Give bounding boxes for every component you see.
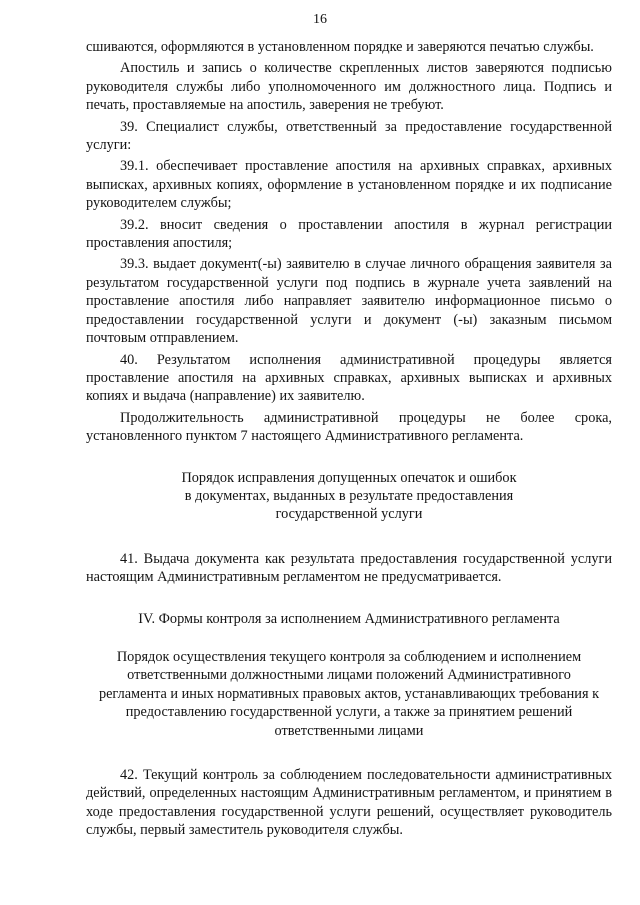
paragraph-42: 42. Текущий контроль за соблюдением последовательности административных действий, определенных настоящим Административным регламентом, и принятием в ходе предоставления государственной услуги решений, осуществляет руководитель службы, первый заместитель руководителя службы. — [86, 767, 612, 839]
paragraph-apostil-record: Апостиль и запись о количестве скрепленных листов заверяются подписью руководителя службы либо уполномоченного им должностного лица. Подпись и печать, проставляемые на апостиль, заверения не требуют. — [86, 60, 612, 114]
heading-current-control — [86, 648, 612, 740]
paragraph-39: 39. Специалист службы, ответственный за предоставление государственной услуги: — [86, 118, 612, 154]
heading-current-control-line: регламента и иных нормативных правовых актов, устанавливающих требования к — [98, 685, 600, 702]
heading-current-control-line: ответственными должностными лицами положений Административного — [127, 667, 571, 684]
page-number: 16 — [313, 12, 327, 27]
heading-current-control-line: Порядок осуществления текущего контроля за соблюдением и исполнением — [116, 648, 582, 665]
paragraph-duration: Продолжительность административной процедуры не более срока, установленного пунктом 7 настоящего Административного регламента. — [86, 409, 612, 445]
heading-corrections-line: государственной услуги — [275, 506, 423, 523]
heading-corrections-line: в документах, выданных в результате предоставления — [184, 487, 514, 504]
paragraph-41: 41. Выдача документа как результата предоставления государственной услуги настоящим Административным регламентом не предусматривается. — [86, 550, 612, 586]
heading-current-control-line: ответственными лицами — [274, 722, 424, 739]
paragraph-39-1: 39.1. обеспечивает проставление апостиля на архивных справках, архивных выписках, архивных копиях, оформление в установленном порядке и их подписание руководителем службы; — [86, 158, 612, 212]
paragraph-39-3: 39.3. выдает документ(-ы) заявителю в случае личного обращения заявителя за результатом государственной услуги под подпись в журнале учета заявлений на проставление апостиля либо направляет заявителю информационное письмо о предоставлении государственной услуги и документ (-ы) заказным письмом почтовым отправлением. — [86, 256, 612, 347]
paragraph-39-2: 39.2. вносит сведения о проставлении апостиля в журнал регистрации проставления апостиля; — [86, 216, 612, 252]
paragraph-continuation: сшиваются, оформляются в установленном порядке и заверяются печатью службы. — [86, 39, 594, 55]
paragraph-40: 40. Результатом исполнения административной процедуры является проставление апостиля на архивных справках, архивных выписках и архивных копиях и выдача (направление) их заявителю. — [86, 351, 612, 405]
heading-section-4: IV. Формы контроля за исполнением Административного регламента — [138, 610, 560, 627]
document-body — [86, 38, 612, 843]
heading-corrections-line: Порядок исправления допущенных опечаток и ошибок — [181, 469, 517, 486]
heading-corrections — [86, 469, 612, 524]
heading-current-control-line: предоставлению государственной услуги, а также за принятием решений — [125, 704, 573, 721]
